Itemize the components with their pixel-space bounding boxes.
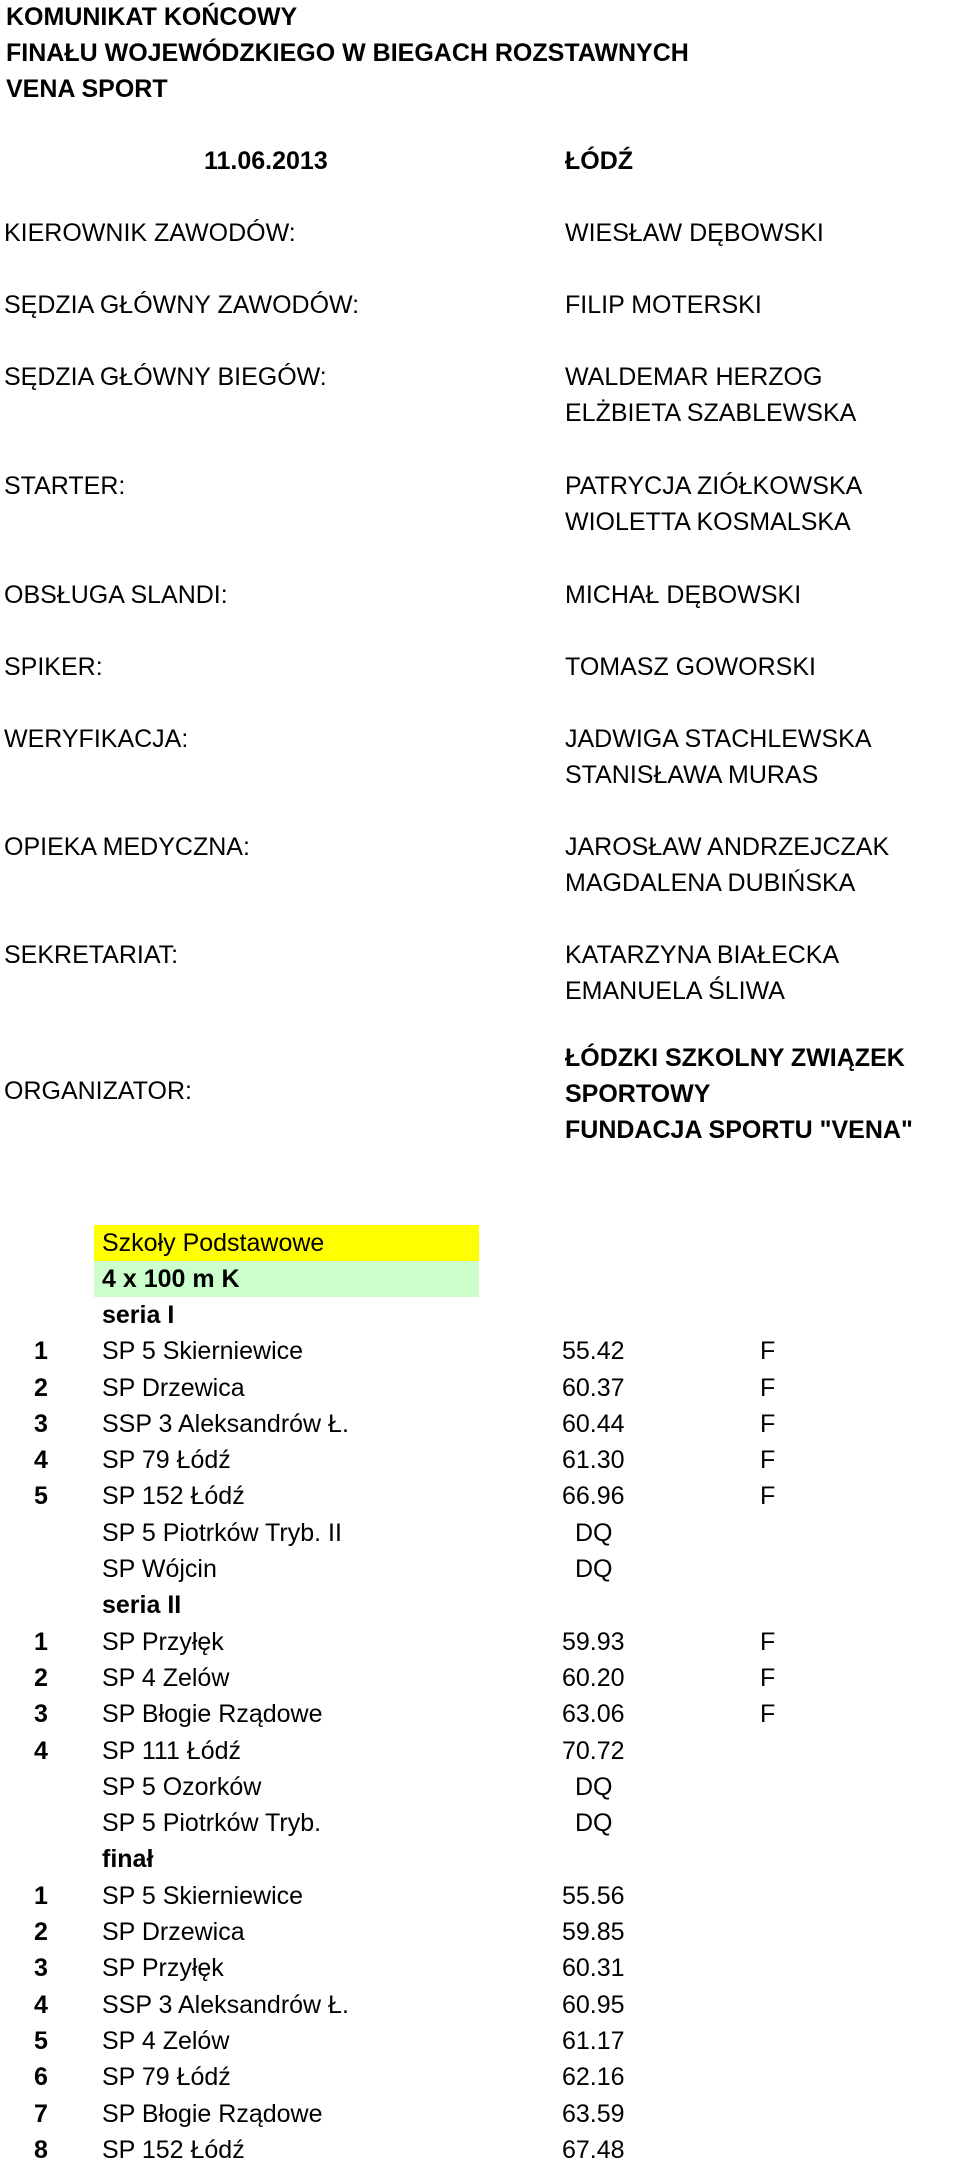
result-time: 66.96 (562, 1482, 625, 1511)
place: 3 (34, 1700, 48, 1729)
place: 5 (34, 1482, 48, 1511)
place: 3 (34, 1954, 48, 1983)
place: 1 (34, 1627, 48, 1656)
category-header (94, 1225, 479, 1261)
result-time: 55.42 (562, 1337, 625, 1366)
school-name: SP 152 Łódź (102, 2135, 245, 2164)
school-name: SP Wójcin (102, 1555, 217, 1584)
result-time: 61.30 (562, 1446, 625, 1475)
result-time: 55.56 (562, 1881, 625, 1910)
final-qualified-flag: F (760, 1627, 776, 1656)
result-row (0, 2023, 960, 2059)
official-names (565, 829, 889, 901)
final-qualified-flag: F (760, 1337, 776, 1366)
official-name: ELŻBIETA SZABLEWSKA (565, 399, 857, 427)
result-row (0, 1478, 960, 1514)
result-row (0, 1333, 960, 1369)
official-name: MICHAŁ DĘBOWSKI (565, 581, 802, 609)
place: 4 (34, 1990, 48, 2019)
result-row (0, 2059, 960, 2095)
school-name: SP Błogie Rządowe (102, 2099, 323, 2128)
school-name: SSP 3 Aleksandrów Ł. (102, 1990, 349, 2019)
result-row (0, 1805, 960, 1841)
place: 6 (34, 2063, 48, 2092)
place: 1 (34, 1881, 48, 1910)
official-names (565, 359, 856, 431)
result-row (0, 1624, 960, 1660)
official-label: WERYFIKACJA: (4, 725, 189, 753)
result-row (0, 1551, 960, 1587)
final-qualified-flag: F (760, 1373, 776, 1402)
place: 4 (34, 1446, 48, 1475)
official-name: JADWIGA STACHLEWSKA (565, 725, 872, 753)
school-name: SP 152 Łódź (102, 1482, 245, 1511)
organizer-name: FUNDACJA SPORTU "VENA" (565, 1116, 913, 1144)
official-name: PATRYCJA ZIÓŁKOWSKA (565, 472, 863, 500)
official-label: SĘDZIA GŁÓWNY ZAWODÓW: (4, 291, 360, 319)
school-name: SP Przyłęk (102, 1627, 224, 1656)
place: 8 (34, 2135, 48, 2164)
title-line-2: FINAŁU WOJEWÓDZKIEGO W BIEGACH ROZSTAWNYCH (6, 39, 689, 67)
place: 2 (34, 1918, 48, 1947)
school-name: SP 4 Zelów (102, 2026, 230, 2055)
official-name: EMANUELA ŚLIWA (565, 977, 785, 1005)
school-name: SP Drzewica (102, 1918, 245, 1947)
official-names (565, 649, 816, 685)
official-names (565, 937, 839, 1009)
official-names (565, 721, 872, 793)
school-name: SP 5 Skierniewice (102, 1881, 304, 1910)
final-qualified-flag: F (760, 1446, 776, 1475)
place: 1 (34, 1337, 48, 1366)
result-time: DQ (575, 1772, 613, 1801)
official-names (565, 468, 862, 540)
place: 4 (34, 1736, 48, 1765)
school-name: SP 111 Łódź (102, 1736, 242, 1765)
result-time: 63.59 (562, 2099, 625, 2128)
school-name: SSP 3 Aleksandrów Ł. (102, 1409, 349, 1438)
official-name: TOMASZ GOWORSKI (565, 653, 816, 681)
result-time: 70.72 (562, 1736, 625, 1765)
school-name: SP 5 Ozorków (102, 1772, 262, 1801)
heat-heading: seria I (102, 1301, 175, 1329)
organizer-names (565, 1040, 913, 1148)
heat-heading: finał (102, 1845, 154, 1874)
event-header (94, 1261, 479, 1297)
result-time: 59.85 (562, 1918, 625, 1947)
result-row (0, 1878, 960, 1914)
result-time: DQ (575, 1809, 613, 1838)
result-row (0, 1914, 960, 1950)
official-name: WIESŁAW DĘBOWSKI (565, 219, 824, 247)
final-qualified-flag: F (760, 1663, 776, 1692)
final-qualified-flag: F (760, 1482, 776, 1511)
result-row (0, 1442, 960, 1478)
official-label: KIEROWNIK ZAWODÓW: (4, 219, 296, 247)
official-label: SPIKER: (4, 653, 103, 681)
school-name: SP Błogie Rządowe (102, 1700, 323, 1729)
official-label: OBSŁUGA SLANDI: (4, 581, 228, 609)
official-label: OPIEKA MEDYCZNA: (4, 833, 250, 861)
result-time: 60.20 (562, 1663, 625, 1692)
final-qualified-flag: F (760, 1409, 776, 1438)
official-label: STARTER: (4, 472, 126, 500)
place: 2 (34, 1663, 48, 1692)
official-name: STANISŁAWA MURAS (565, 761, 819, 789)
official-name: FILIP MOTERSKI (565, 291, 762, 319)
result-time: 60.44 (562, 1409, 625, 1438)
result-time: DQ (575, 1555, 613, 1584)
result-time: 60.31 (562, 1954, 625, 1983)
official-name: JAROSŁAW ANDRZEJCZAK (565, 833, 890, 861)
place: 2 (34, 1373, 48, 1402)
organizer-name: ŁÓDZKI SZKOLNY ZWIĄZEK (565, 1044, 905, 1072)
school-name: SP 5 Piotrków Tryb. (102, 1809, 322, 1838)
result-row (0, 1515, 960, 1551)
results-table (0, 1297, 960, 2168)
heat-heading-row (0, 1297, 960, 1333)
official-name: WALDEMAR HERZOG (565, 363, 823, 391)
place: 3 (34, 1409, 48, 1438)
official-names (565, 215, 824, 251)
place: 5 (34, 2026, 48, 2055)
final-qualified-flag: F (760, 1700, 776, 1729)
result-time: 59.93 (562, 1627, 625, 1656)
result-row (0, 1660, 960, 1696)
official-label: ORGANIZATOR: (4, 1077, 192, 1105)
result-time: 60.95 (562, 1990, 625, 2019)
official-name: MAGDALENA DUBIŃSKA (565, 869, 856, 897)
school-name: SP 5 Piotrków Tryb. II (102, 1518, 342, 1547)
official-name: KATARZYNA BIAŁECKA (565, 941, 840, 969)
official-label: SĘDZIA GŁÓWNY BIEGÓW: (4, 363, 327, 391)
result-time: 61.17 (562, 2026, 625, 2055)
result-row (0, 1406, 960, 1442)
result-row (0, 1950, 960, 1986)
event-city: ŁÓDŹ (565, 147, 634, 175)
school-name: SP 79 Łódź (102, 2063, 231, 2092)
result-time: 62.16 (562, 2063, 625, 2092)
school-name: SP 5 Skierniewice (102, 1337, 304, 1366)
school-name: SP 4 Zelów (102, 1663, 230, 1692)
event-title: 4 x 100 m K (102, 1265, 240, 1293)
result-time: 60.37 (562, 1373, 625, 1402)
result-time: 63.06 (562, 1700, 625, 1729)
school-name: SP Drzewica (102, 1373, 245, 1402)
organizer-name: SPORTOWY (565, 1080, 711, 1108)
official-names (565, 287, 762, 323)
heat-heading-row (0, 1841, 960, 1877)
school-name: SP 79 Łódź (102, 1446, 231, 1475)
official-names (565, 577, 801, 613)
result-row (0, 2096, 960, 2132)
result-time: 67.48 (562, 2135, 625, 2164)
result-row (0, 1733, 960, 1769)
result-row (0, 1696, 960, 1732)
category-title: Szkoły Podstawowe (102, 1229, 325, 1257)
result-time: DQ (575, 1518, 613, 1547)
heat-heading-row (0, 1587, 960, 1623)
result-row (0, 1769, 960, 1805)
title-line-3: VENA SPORT (6, 75, 168, 103)
result-row (0, 2132, 960, 2168)
title-line-1: KOMUNIKAT KOŃCOWY (6, 3, 298, 31)
place: 7 (34, 2099, 48, 2128)
result-row (0, 1987, 960, 2023)
event-date: 11.06.2013 (204, 147, 328, 175)
official-label: SEKRETARIAT: (4, 941, 179, 969)
official-name: WIOLETTA KOSMALSKA (565, 508, 851, 536)
result-row (0, 1370, 960, 1406)
heat-heading: seria II (102, 1591, 182, 1620)
school-name: SP Przyłęk (102, 1954, 224, 1983)
